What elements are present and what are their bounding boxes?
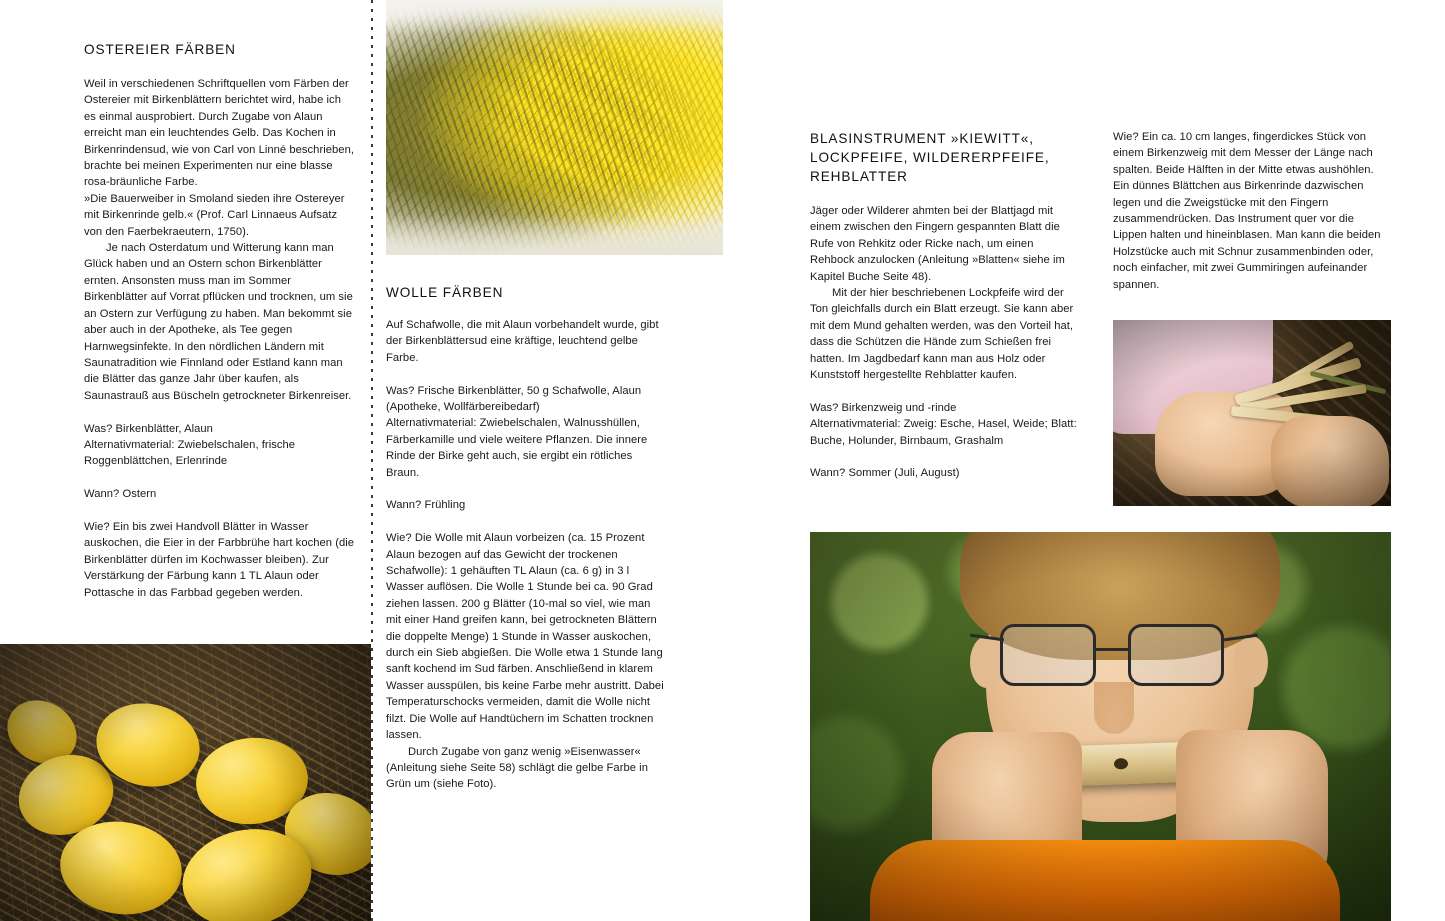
paragraph: Weil in verschiedenen Schriftquellen vom Färben der Ostereier mit Birkenblättern berichtet wird, habe ich es einmal ausprobiert. Durch Zugabe von Alaun erreicht man ein leuchtendes Gelb. Das Kochen in Birkenrindensud, wie von Carl von Linné beschrieben, brachte bei meinen Experimenten nur eine blasse rosa-bräunliche Farbe.	[84, 78, 355, 189]
paragraph: Durch Zugabe von ganz wenig »Eisenwasser« (Anleitung siehe Seite 58) schlägt die gelbe Farbe in Grün um (siehe Foto).	[386, 745, 648, 791]
spacer	[84, 503, 356, 519]
page-title: OSTEREIER FÄRBEN	[84, 42, 236, 57]
paragraph: Jäger oder Wilderer ahmten bei der Blattjagd mit einem zwischen den Fingern gespannten Blatt die Rufe von Rehkitz oder Ricke nach, um einen Rehbock anzulocken (Anleitung »Blatten« siehe im Kapitel Buche Seite 48).	[810, 205, 1065, 283]
image-top-fade	[386, 0, 723, 34]
image-boy-blowing-whistle	[810, 532, 1391, 921]
paragraph-wie: Wie? Ein ca. 10 cm langes, fingerdickes Stück von einem Birkenzweig mit dem Messer der Länge nach spalten. Beide Hälften in der Mitte etwas aushöhlen. Ein dünnes Blättchen aus Birkenrinde dazwischen legen und die Zweigstücke mit den Fingern zusammendrücken. Das Instrument quer vor die Lippen halten und hineinblasen. Man kann die beiden Holzstücke auch mit Schnur zusammenbinden oder, noch einfacher, mit zwei Gummiringen aufeinander spannen.	[1113, 131, 1381, 291]
spacer	[810, 383, 1078, 399]
image-vignette	[0, 644, 371, 921]
spacer	[386, 481, 666, 497]
paragraph: Je nach Osterdatum und Witterung kann man Glück haben und an Ostern schon Birkenblätter ernten. Ansonsten muss man im Sommer Birkenblätter auf Vorrat pflücken und trocknen, um sie an Ostern zur Verfügung zu haben. Man bekommt sie aber auch in der Apotheke, als Tee gegen Harnwegsinfekte. In den nördlichen Ländern mit Saunatradition wie Finnland oder Estland kann man die Blätter das ganze Jahr über kaufen, als Saunastrauß aus Büscheln getrockneter Birkenreiser.	[84, 242, 353, 402]
image-easter-eggs	[0, 644, 371, 921]
section-title-wolle-faerben: WOLLE FÄRBEN	[386, 285, 504, 300]
image-hands-with-whistle	[1113, 320, 1391, 506]
spacer	[810, 449, 1078, 465]
paragraph-was: Was? Frische Birkenblätter, 50 g Schafwolle, Alaun (Apotheke, Wollfärbereibedarf)	[386, 384, 642, 414]
paragraph-was: Was? Birkenblätter, Alaun	[84, 422, 213, 435]
paragraph: »Die Bauerweiber in Smoland sieden ihre Ostereyer mit Birkenrinde gelb.« (Prof. Carl Linnaeus Aufsatz von den Faerbekraeutern, 1750).	[84, 192, 345, 238]
column-kiewitt	[810, 129, 1078, 482]
paragraph-wann: Wann? Ostern	[84, 488, 157, 501]
spacer	[84, 470, 356, 486]
spacer	[386, 366, 666, 382]
paragraph-wie: Wie? Die Wolle mit Alaun vorbeizen (ca. 15 Prozent Alaun bezogen auf das Gewicht der trockenen Schafwolle): 1 gehäuften TL Alaun (ca. 6 g) in 3 l Wasser auflösen. Die Wolle 1 Stunde bei ca. 90 Grad ziehen lassen. 200 g Blätter (10-mal so viel, wie man mit einer Hand greifen kann, bei getrockneten Blättern die doppelte Menge) 1 Stunde in Wasser auskochen, durch ein Sieb abgießen. Die Wolle etwa 1 Stunde lang sanft kochend im Sud färben. Anschließend in klarem Wasser ausspülen, bis keine Farbe mehr austritt. Dabei Temperaturschocks vermeiden, damit die Wolle nicht filzt. Die Wolle auf Handtüchern im Schatten trocknen lassen.	[386, 532, 664, 742]
spacer	[386, 514, 666, 530]
paragraph: Auf Schafwolle, die mit Alaun vorbehandelt wurde, gibt der Birkenblättersud eine kräftige, leuchtend gelbe Farbe.	[386, 319, 659, 364]
binding-dotted-line	[371, 0, 373, 921]
image-dyed-wool	[386, 0, 723, 255]
column-wolle-faerben	[386, 283, 666, 793]
paragraph-alternativmaterial: Alternativmaterial: Zweig: Esche, Hasel, Weide; Blatt: Buche, Holunder, Birnbaum, Grashalm	[810, 418, 1077, 447]
image-vignette	[810, 532, 1391, 921]
paragraph-alternativmaterial: Alternativmaterial: Zwiebelschalen, Walnusshüllen, Färberkamille und viele weitere Pflanzen. Die innere Rinde der Birke geht auch, sie ergibt ein rötliches Braun.	[386, 417, 648, 479]
column-ostereier-faerben	[84, 40, 356, 601]
paragraph: Mit der hier beschriebenen Lockpfeife wird der Ton gleichfalls durch ein Blatt erzeugt. Sie kann aber mit dem Mund gehalten werden, was den Vorteil hat, dass die Schützen die Hände zum Schießen frei hatten. Im Jagdbedarf kann man aus Holz oder Kunststoff hergestellte Rehblatter kaufen.	[810, 287, 1074, 382]
image-bottom-fade	[386, 215, 723, 255]
paragraph-wie: Wie? Ein bis zwei Handvoll Blätter in Wasser auskochen, die Eier in der Farbbrühe hart kochen (die Birkenblätter dürfen im Kochwasser bleiben). Zur Verstärkung der Färbung kann 1 TL Alaun oder Pottasche in das Farbbad gegeben werden.	[84, 520, 355, 599]
paragraph-wann: Wann? Sommer (Juli, August)	[810, 467, 960, 480]
image-vignette	[1113, 320, 1391, 506]
paragraph-alternativmaterial: Alternativmaterial: Zwiebelschalen, frische Roggenblättchen, Erlenrinde	[84, 438, 296, 468]
paragraph-was: Was? Birkenzweig und -rinde	[810, 401, 957, 414]
spacer	[84, 404, 356, 420]
paragraph-wann: Wann? Frühling	[386, 499, 466, 512]
section-title-kiewitt: BLASINSTRUMENT »KIEWITT«, LOCKPFEIFE, WILDERERPFEIFE, REHBLATTER	[810, 131, 1050, 184]
column-kiewitt-continued	[1113, 129, 1391, 293]
